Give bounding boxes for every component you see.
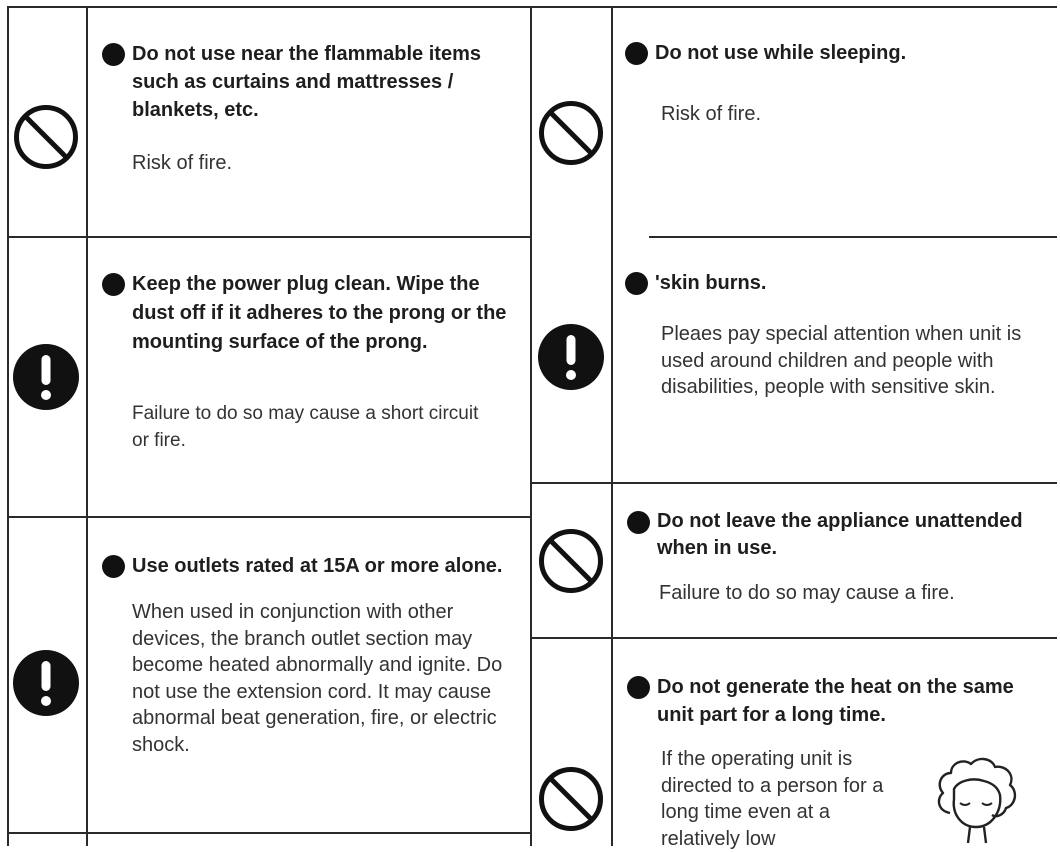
warning-title-text: Use outlets rated at 15A or more alone. — [132, 555, 503, 577]
prohibited-icon — [538, 528, 604, 594]
warning-title — [627, 673, 1047, 729]
left-row-divider-1 — [7, 236, 530, 238]
prohibited-icon — [538, 766, 604, 832]
warning-title — [625, 269, 1050, 297]
exclamation-icon — [13, 650, 79, 716]
warning-cell-outlets — [102, 552, 532, 758]
warning-body: Risk of fire. — [132, 152, 233, 174]
warning-body: Risk of fire. — [661, 103, 762, 125]
bullet-icon — [102, 273, 125, 296]
warning-cell-flammable — [102, 40, 527, 177]
warning-title-text: Keep the power plug clean. Wipe the dust off if it adheres to the prong or the mounting surface of the prong. — [132, 273, 507, 353]
warning-title-text: Do not generate the heat on the same unit part for a long time. — [657, 676, 1014, 726]
warning-cell-unattended — [627, 508, 1047, 607]
exclamation-icon — [13, 344, 79, 410]
right-row-divider-3 — [530, 637, 1057, 639]
warning-title-text: Do not use while sleeping. — [655, 42, 907, 64]
left-row-divider-3 — [7, 832, 530, 834]
warning-title — [102, 270, 527, 357]
right-row-divider-1 — [649, 236, 1057, 238]
left-row-divider-2 — [7, 516, 530, 518]
prohibited-icon — [13, 104, 79, 170]
warning-cell-sleeping — [625, 39, 1045, 128]
sleeping-person-icon — [930, 755, 1022, 845]
right-icon-divider — [611, 6, 613, 846]
warning-title — [625, 39, 1045, 67]
bullet-icon — [102, 43, 125, 66]
bullet-icon — [627, 511, 650, 534]
prohibited-icon — [538, 100, 604, 166]
warning-title — [102, 40, 527, 124]
warning-body: Failure to do so may cause a short circuit or fire. — [132, 403, 479, 451]
exclamation-icon — [538, 324, 604, 390]
bullet-icon — [625, 42, 648, 65]
warning-body: Pleaes pay special attention when unit is used around children and people with disabilities, people with sensitive skin. — [661, 323, 1022, 398]
warning-title-text: 'skin burns. — [655, 272, 767, 294]
document-page — [7, 6, 1057, 850]
bullet-icon — [102, 555, 125, 578]
warning-body: If the operating unit is directed to a person for a long time even at a relatively low — [661, 748, 884, 850]
warning-title — [102, 552, 532, 580]
warning-title — [627, 508, 1047, 562]
table-border-left — [7, 6, 9, 846]
warning-title-text: Do not leave the appliance unattended when in use. — [657, 510, 1023, 559]
warning-body: Failure to do so may cause a fire. — [659, 582, 955, 604]
warning-cell-skin-burns — [625, 269, 1050, 401]
right-row-divider-2 — [530, 482, 1057, 484]
warning-title-text: Do not use near the flammable items such as curtains and mattresses / blankets, etc. — [132, 43, 481, 121]
bullet-icon — [625, 272, 648, 295]
warning-body: When used in conjunction with other devices, the branch outlet section may become heated abnormally and ignite. Do not use the extension cord. It may cause abnormal beat generation, fire, or electric shock. — [132, 601, 503, 756]
left-icon-divider — [86, 6, 88, 846]
table-border-top — [7, 6, 1057, 8]
warning-cell-power-plug — [102, 270, 527, 454]
bullet-icon — [627, 676, 650, 699]
